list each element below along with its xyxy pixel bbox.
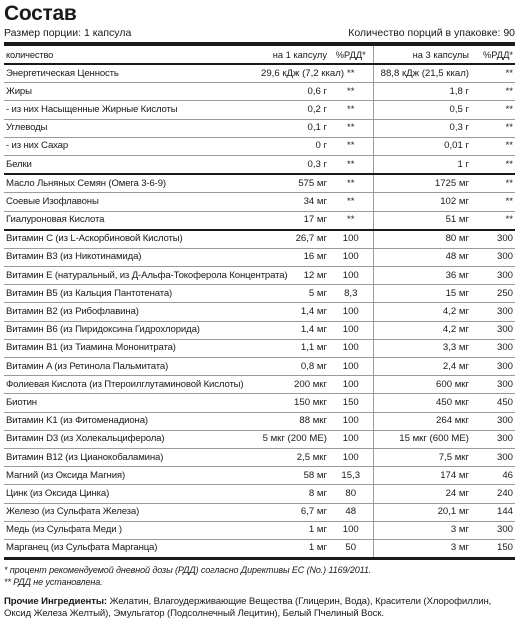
row-name: Витамин B3 (из Никотинамида)	[4, 248, 259, 266]
row-per1: 1 мг	[259, 539, 329, 558]
row-per1: 5 мг	[259, 285, 329, 303]
table-row	[4, 339, 515, 357]
row-per1: 1,4 мг	[259, 303, 329, 321]
row-rdd3: 150	[471, 539, 515, 558]
row-rdd3: **	[471, 211, 515, 230]
row-rdd3: **	[471, 101, 515, 119]
row-per3: 36 мг	[373, 267, 471, 285]
row-per1: 150 мкг	[259, 394, 329, 412]
row-per1: 16 мг	[259, 248, 329, 266]
supplement-facts-panel	[4, 2, 515, 620]
header-per1: на 1 капсулу	[259, 46, 329, 64]
row-per1: 58 мг	[259, 467, 329, 485]
row-rdd1: 100	[329, 267, 373, 285]
table-row	[4, 193, 515, 211]
row-name: Жиры	[4, 83, 259, 101]
row-name: Гиалуроновая Кислота	[4, 211, 259, 230]
row-per3: 15 мкг (600 МЕ)	[373, 430, 471, 448]
row-rdd3: 300	[471, 321, 515, 339]
table-row	[4, 267, 515, 285]
row-rdd1: 100	[329, 303, 373, 321]
row-per3: 1725 мг	[373, 174, 471, 193]
row-rdd3: **	[471, 64, 515, 83]
row-per1: 6,7 мг	[259, 503, 329, 521]
row-per3: 20,1 мг	[373, 503, 471, 521]
table-row	[4, 64, 515, 83]
row-name: Витамин C (из L-Аскорбиновой Кислоты)	[4, 230, 259, 249]
row-per3: 1 г	[373, 155, 471, 174]
table-row	[4, 83, 515, 101]
row-per3: 2,4 мг	[373, 358, 471, 376]
row-per3: 15 мг	[373, 285, 471, 303]
footnote-rdd: * процент рекомендуемой дневной дозы (РДД) согласно Директивы ЕС (No.) 1169/2011.	[4, 565, 372, 576]
row-rdd1: 100	[329, 358, 373, 376]
table-row	[4, 303, 515, 321]
row-rdd1: 8,3	[329, 285, 373, 303]
table-row	[4, 101, 515, 119]
row-per3: 450 мкг	[373, 394, 471, 412]
row-per1: 0 г	[259, 137, 329, 155]
row-per3: 0,01 г	[373, 137, 471, 155]
row-per1: 8 мг	[259, 485, 329, 503]
table-row	[4, 248, 515, 266]
row-name: Витамин D3 (из Холекальциферола)	[4, 430, 259, 448]
row-per3: 4,2 мг	[373, 321, 471, 339]
row-rdd1: 100	[329, 248, 373, 266]
row-rdd1: **	[329, 137, 373, 155]
row-per1: 1,4 мг	[259, 321, 329, 339]
footnote-rdd-not-set: ** РДД не установлена.	[4, 576, 103, 587]
row-rdd3: **	[471, 83, 515, 101]
row-rdd3: 300	[471, 230, 515, 249]
row-per3: 174 мг	[373, 467, 471, 485]
row-rdd3: **	[471, 193, 515, 211]
nutrition-table	[4, 46, 515, 560]
row-rdd1: **	[329, 119, 373, 137]
table-row	[4, 230, 515, 249]
row-name: Витамин A (из Ретинола Пальмитата)	[4, 358, 259, 376]
row-rdd3: 46	[471, 467, 515, 485]
row-per1: 5 мкг (200 МЕ)	[259, 430, 329, 448]
row-rdd1: 100	[329, 521, 373, 539]
footnotes	[4, 565, 515, 588]
row-per3: 1,8 г	[373, 83, 471, 101]
table-row	[4, 376, 515, 394]
row-per3: 102 мг	[373, 193, 471, 211]
header-per3: на 3 капсулы	[373, 46, 471, 64]
row-per1: 34 мг	[259, 193, 329, 211]
header-rdd1: %РДД*	[329, 46, 373, 64]
row-per3: 3 мг	[373, 539, 471, 558]
row-rdd3: **	[471, 119, 515, 137]
row-rdd3: 300	[471, 358, 515, 376]
table-row	[4, 394, 515, 412]
row-rdd3: 250	[471, 285, 515, 303]
row-name: Магний (из Оксида Магния)	[4, 467, 259, 485]
row-rdd1: 80	[329, 485, 373, 503]
row-rdd1: 100	[329, 230, 373, 249]
row-rdd3: 300	[471, 412, 515, 430]
row-per1: 1 мг	[259, 521, 329, 539]
row-name: Соевые Изофлавоны	[4, 193, 259, 211]
row-name: Углеводы	[4, 119, 259, 137]
table-row	[4, 174, 515, 193]
row-per1: 0,6 г	[259, 83, 329, 101]
row-name: Витамин B2 (из Рибофлавина)	[4, 303, 259, 321]
table-row	[4, 539, 515, 558]
row-name: - из них Сахар	[4, 137, 259, 155]
table-row	[4, 155, 515, 174]
row-name: Витамин B5 (из Кальция Пантотената)	[4, 285, 259, 303]
row-rdd1: 100	[329, 339, 373, 357]
row-rdd1: **	[329, 193, 373, 211]
table-row	[4, 137, 515, 155]
table-row	[4, 412, 515, 430]
row-per1: 17 мг	[259, 211, 329, 230]
row-per1: 1,1 мг	[259, 339, 329, 357]
row-per3: 4,2 мг	[373, 303, 471, 321]
row-name: Железо (из Сульфата Железа)	[4, 503, 259, 521]
table-row	[4, 321, 515, 339]
table-row	[4, 485, 515, 503]
row-per1: 26,7 мг	[259, 230, 329, 249]
row-per3: 3 мг	[373, 521, 471, 539]
row-name: Медь (из Сульфата Меди )	[4, 521, 259, 539]
page-title: Состав	[4, 2, 77, 25]
row-rdd3: **	[471, 174, 515, 193]
row-per3: 0,3 г	[373, 119, 471, 137]
row-per1: 0,8 мг	[259, 358, 329, 376]
row-name: Витамин K1 (из Фитоменадиона)	[4, 412, 259, 430]
row-rdd1: 48	[329, 503, 373, 521]
row-rdd1: **	[329, 101, 373, 119]
row-rdd3: 300	[471, 267, 515, 285]
row-per1: 0,2 г	[259, 101, 329, 119]
table-row	[4, 503, 515, 521]
row-per1: 0,1 г	[259, 119, 329, 137]
row-name: Масло Льняных Семян (Омега 3-6-9)	[4, 174, 259, 193]
row-per1: 29,6 кДж (7,2 ккал)	[259, 64, 329, 83]
row-rdd3: 300	[471, 376, 515, 394]
serving-info	[4, 27, 515, 40]
row-rdd3: 450	[471, 394, 515, 412]
row-name: Цинк (из Оксида Цинка)	[4, 485, 259, 503]
row-rdd1: 100	[329, 430, 373, 448]
row-per1: 88 мкг	[259, 412, 329, 430]
row-per1: 200 мкг	[259, 376, 329, 394]
table-row	[4, 285, 515, 303]
row-per3: 264 мкг	[373, 412, 471, 430]
row-rdd3: 300	[471, 430, 515, 448]
table-header-row	[4, 46, 515, 64]
row-rdd1: 100	[329, 321, 373, 339]
row-per3: 600 мкг	[373, 376, 471, 394]
header-rdd3: %РДД*	[471, 46, 515, 64]
row-name: Белки	[4, 155, 259, 174]
row-per3: 51 мг	[373, 211, 471, 230]
row-per3: 80 мг	[373, 230, 471, 249]
nutrition-table-body	[4, 46, 515, 559]
table-row	[4, 448, 515, 466]
row-rdd1: **	[329, 64, 373, 83]
row-name: Витамин B6 (из Пиридоксина Гидрохлорида)	[4, 321, 259, 339]
row-per1: 575 мг	[259, 174, 329, 193]
table-row	[4, 430, 515, 448]
row-name: Витамин B1 (из Тиамина Мононитрата)	[4, 339, 259, 357]
row-rdd1: 100	[329, 448, 373, 466]
row-rdd1: **	[329, 83, 373, 101]
row-rdd3: 300	[471, 448, 515, 466]
row-rdd1: 15,3	[329, 467, 373, 485]
other-ingredients-label: Прочие Ингредиенты:	[4, 596, 108, 608]
row-name: Биотин	[4, 394, 259, 412]
row-per1: 0,3 г	[259, 155, 329, 174]
table-row	[4, 211, 515, 230]
servings-per-pack: Количество порций в упаковке: 90	[348, 27, 515, 39]
row-rdd3: 240	[471, 485, 515, 503]
row-per3: 7,5 мкг	[373, 448, 471, 466]
row-rdd3: 300	[471, 303, 515, 321]
row-name: Энергетическая Ценность	[4, 64, 259, 83]
row-rdd1: 150	[329, 394, 373, 412]
row-per3: 3,3 мг	[373, 339, 471, 357]
other-ingredients-text: Желатин, Влагоудерживающие Вещества (Глицерин, Вода), Красители (Хлорофиллин, Оксид Железа Желтый), Эмульгатор (Подсолнечный Лецитин), Белый Пчелиный Воск.	[4, 596, 492, 620]
row-per1: 2,5 мкг	[259, 448, 329, 466]
row-rdd1: 100	[329, 376, 373, 394]
row-rdd1: **	[329, 155, 373, 174]
serving-size: Размер порции: 1 капсула	[4, 27, 132, 39]
row-rdd3: 300	[471, 521, 515, 539]
row-name: Витамин E (натуральный, из Д-Альфа-Токоферола Концентрата)	[4, 267, 259, 285]
row-rdd1: **	[329, 174, 373, 193]
row-name: Фолиевая Кислота (из Птероилглутаминовой Кислоты)	[4, 376, 259, 394]
table-row	[4, 119, 515, 137]
row-rdd1: **	[329, 211, 373, 230]
row-per3: 88,8 кДж (21,5 ккал)	[373, 64, 471, 83]
row-per3: 48 мг	[373, 248, 471, 266]
row-rdd3: 300	[471, 339, 515, 357]
row-name: - из них Насыщенные Жирные Кислоты	[4, 101, 259, 119]
row-per3: 0,5 г	[373, 101, 471, 119]
table-row	[4, 358, 515, 376]
row-rdd3: **	[471, 155, 515, 174]
row-per1: 12 мг	[259, 267, 329, 285]
row-rdd1: 50	[329, 539, 373, 558]
row-name: Витамин B12 (из Цианокобаламина)	[4, 448, 259, 466]
row-per3: 24 мг	[373, 485, 471, 503]
row-rdd3: 144	[471, 503, 515, 521]
header-name: количество	[4, 46, 259, 64]
row-name: Марганец (из Сульфата Марганца)	[4, 539, 259, 558]
table-row	[4, 521, 515, 539]
row-rdd3: 300	[471, 248, 515, 266]
table-row	[4, 467, 515, 485]
row-rdd3: **	[471, 137, 515, 155]
row-rdd1: 100	[329, 412, 373, 430]
other-ingredients	[4, 596, 515, 620]
